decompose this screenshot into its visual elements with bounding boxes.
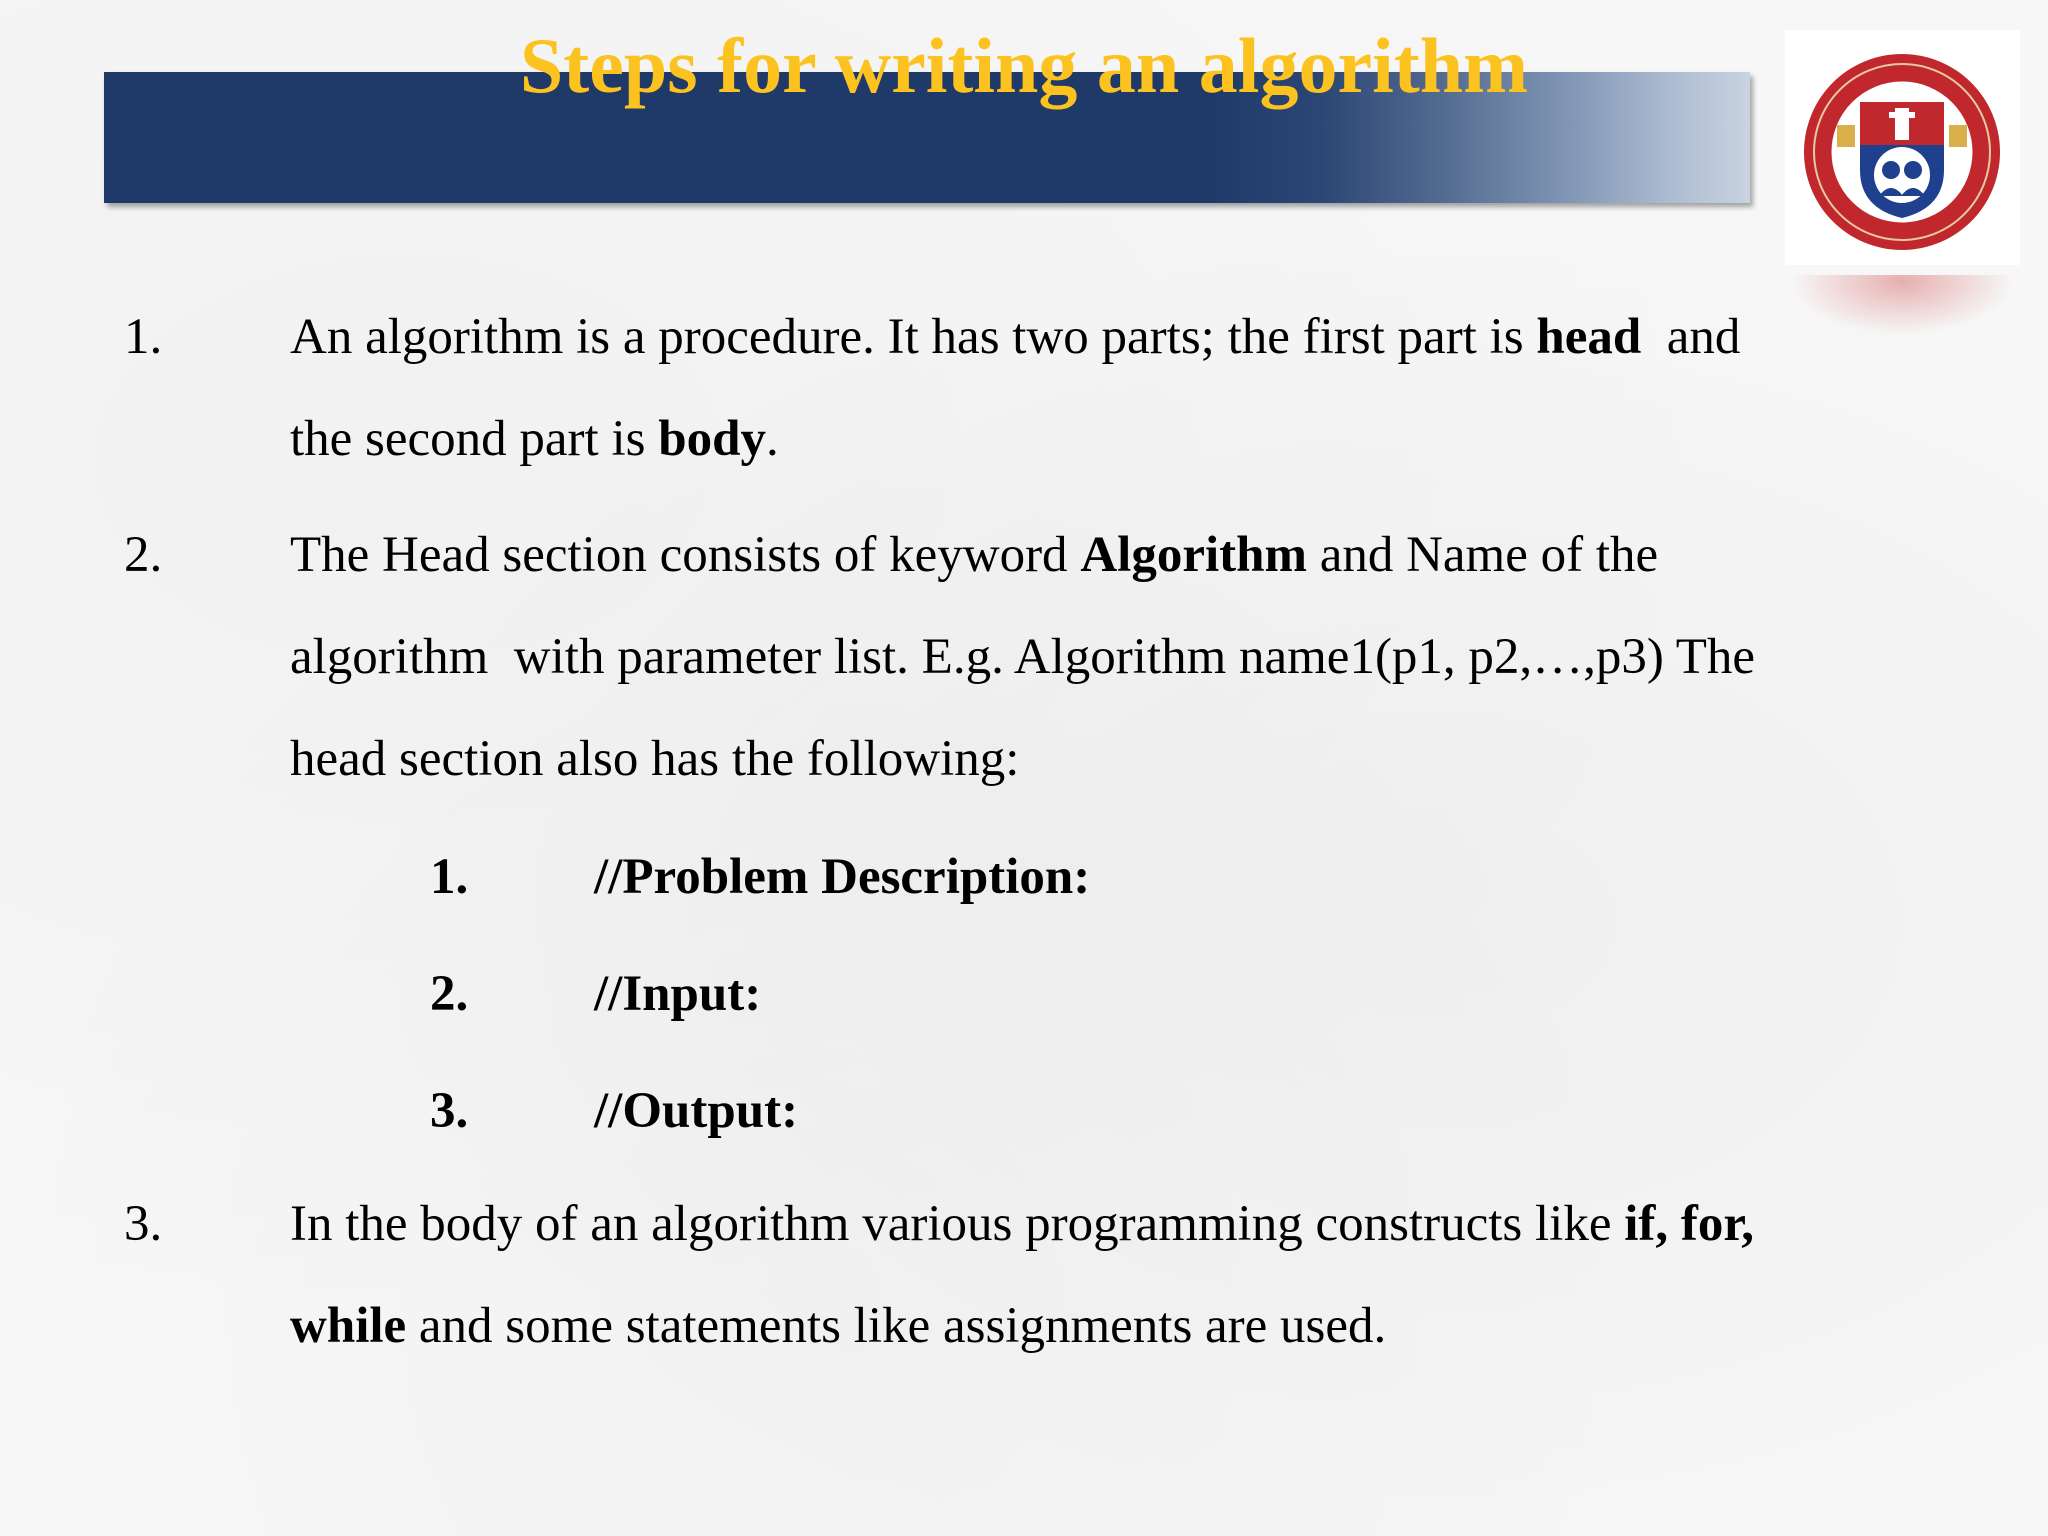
item-3-line-2-end: and some statements like assignments are used. xyxy=(406,1298,1387,1354)
item-2-number: 2. xyxy=(124,527,163,583)
subitem-3-number: 3. xyxy=(430,1083,469,1139)
subitem-output: //Output: xyxy=(594,1083,799,1139)
subitem-1-number: 1. xyxy=(430,849,469,905)
item-2-keyword-algorithm: Algorithm xyxy=(1080,527,1307,583)
item-1-number: 1. xyxy=(124,309,163,365)
item-1-line-2-text: the second part is xyxy=(290,411,659,467)
item-1-keyword-body: body xyxy=(658,411,766,467)
item-2-line-2: algorithm with parameter list. E.g. Algorithm name1(p1, p2,…,p3) The xyxy=(290,629,1756,685)
item-3-number: 3. xyxy=(124,1196,163,1252)
item-1-line-1 xyxy=(290,307,1740,367)
item-1-keyword-head: head xyxy=(1536,309,1642,365)
slide-title: Steps for writing an algorithm xyxy=(519,22,1529,109)
item-1-line-2-end: . xyxy=(765,411,779,467)
subitem-input: //Input: xyxy=(594,966,762,1022)
subitem-problem-description: //Problem Description: xyxy=(594,849,1091,905)
subitem-2-number: 2. xyxy=(430,966,469,1022)
item-3-line-1 xyxy=(290,1194,1754,1254)
item-2-line-1-end: and Name of the xyxy=(1306,527,1659,583)
item-3-line-1-text: In the body of an algorithm various programming constructs like xyxy=(290,1196,1625,1252)
item-1-line-1-end: and xyxy=(1641,309,1741,365)
item-1-line-1-text: An algorithm is a procedure. It has two parts; the first part is xyxy=(290,309,1537,365)
item-3-keywords-if-for: if, for, xyxy=(1624,1196,1755,1252)
item-3-line-2 xyxy=(290,1296,1386,1356)
item-2-line-1 xyxy=(290,525,1658,585)
item-3-keyword-while: while xyxy=(290,1298,407,1354)
item-2-line-3: head section also has the following: xyxy=(290,731,1020,787)
item-2-line-1-text: The Head section consists of keyword xyxy=(290,527,1081,583)
item-1-line-2 xyxy=(290,409,779,469)
